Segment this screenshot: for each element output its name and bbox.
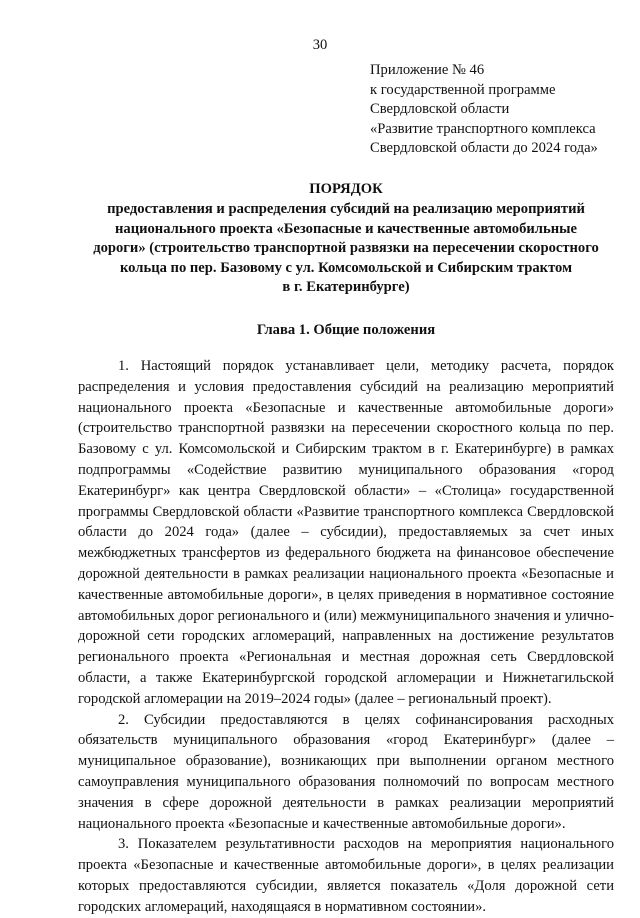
appendix-line: «Развитие транспортного комплекса: [370, 120, 596, 137]
body-text: [78, 356, 614, 918]
paragraph-3: 3. Показателем результативности расходов на мероприятия национального проекта «Безопасные и качественные автомобильные дороги», в целях реализации которых предоставляются субсидии, является показатель «Доля дорожной сети городских агломераций, находящаяся в нормативном состоянии».: [78, 836, 614, 915]
appendix-line: Свердловской области до 2024 года»: [370, 140, 598, 157]
title-line: предоставления и распределения субсидий на реализацию мероприятий: [107, 201, 585, 218]
title-main: ПОРЯДОК: [309, 181, 383, 197]
appendix-line: Приложение № 46: [370, 62, 485, 78]
document-title: [72, 180, 620, 297]
title-line: национального проекта «Безопасные и качественные автомобильные: [114, 220, 577, 237]
appendix-note: [370, 61, 632, 159]
title-line: кольца по пер. Базовому с ул. Комсомольской и Сибирским трактом: [119, 259, 573, 276]
title-line: дороги» (строительство транспортной развязки на пересечении скоростного: [93, 240, 599, 257]
page-number: 30: [312, 37, 328, 53]
chapter-heading: Глава 1. Общие положения: [256, 322, 436, 338]
appendix-line: к государственной программе: [370, 81, 556, 98]
paragraph-1: 1. Настоящий порядок устанавливает цели, методику расчета, порядок распределения и условия предоставления субсидий на реализацию мероприятий национального проекта «Безопасные и качественные автомобильные дороги» (строительство транспортной развязки на пересечении скоростного кольца по пер. Базовому с ул. Комсомольской и Сибирским трактом в г. Екатеринбурге) в рамках подпрограммы «Содействие развитию муниципального образования «город Екатеринбург» как центра Свердловской области» – «Столица» государственной программы Свердловской области «Развитие транспортного комплекса Свердловской области до 2024 года» (далее – субсидии), предоставляемых за счет иных межбюджетных трансфертов из федерального бюджета на финансовое обеспечение дорожной деятельности в рамках реализации национального проекта «Безопасные и качественные автомобильные дороги», в целях приведения в нормативное состояние автомобильных дорог регионального и (или) межмуниципального значения и улично-дорожной сети городских агломераций, направленных на достижение результатов регионального проекта «Региональная и местная дорожная сеть Свердловской области, а также Екатеринбургской городской агломерации и Нижнетагильской городской агломерации на 2019–2024 годы» (далее – региональный проект).: [78, 358, 614, 707]
appendix-line: Свердловской области: [370, 101, 510, 118]
paragraph-2: 2. Субсидии предоставляются в целях софинансирования расходных обязательств муниципального образования «город Екатеринбург» (далее – муниципальное образование), возникающих при выполнении органом местного самоуправления муниципального образования полномочий по вопросам местного значения в сфере дорожной деятельности в рамках реализации мероприятий национального проекта «Безопасные и качественные автомобильные дороги».: [78, 711, 614, 832]
title-line: в г. Екатеринбурге): [282, 279, 410, 296]
